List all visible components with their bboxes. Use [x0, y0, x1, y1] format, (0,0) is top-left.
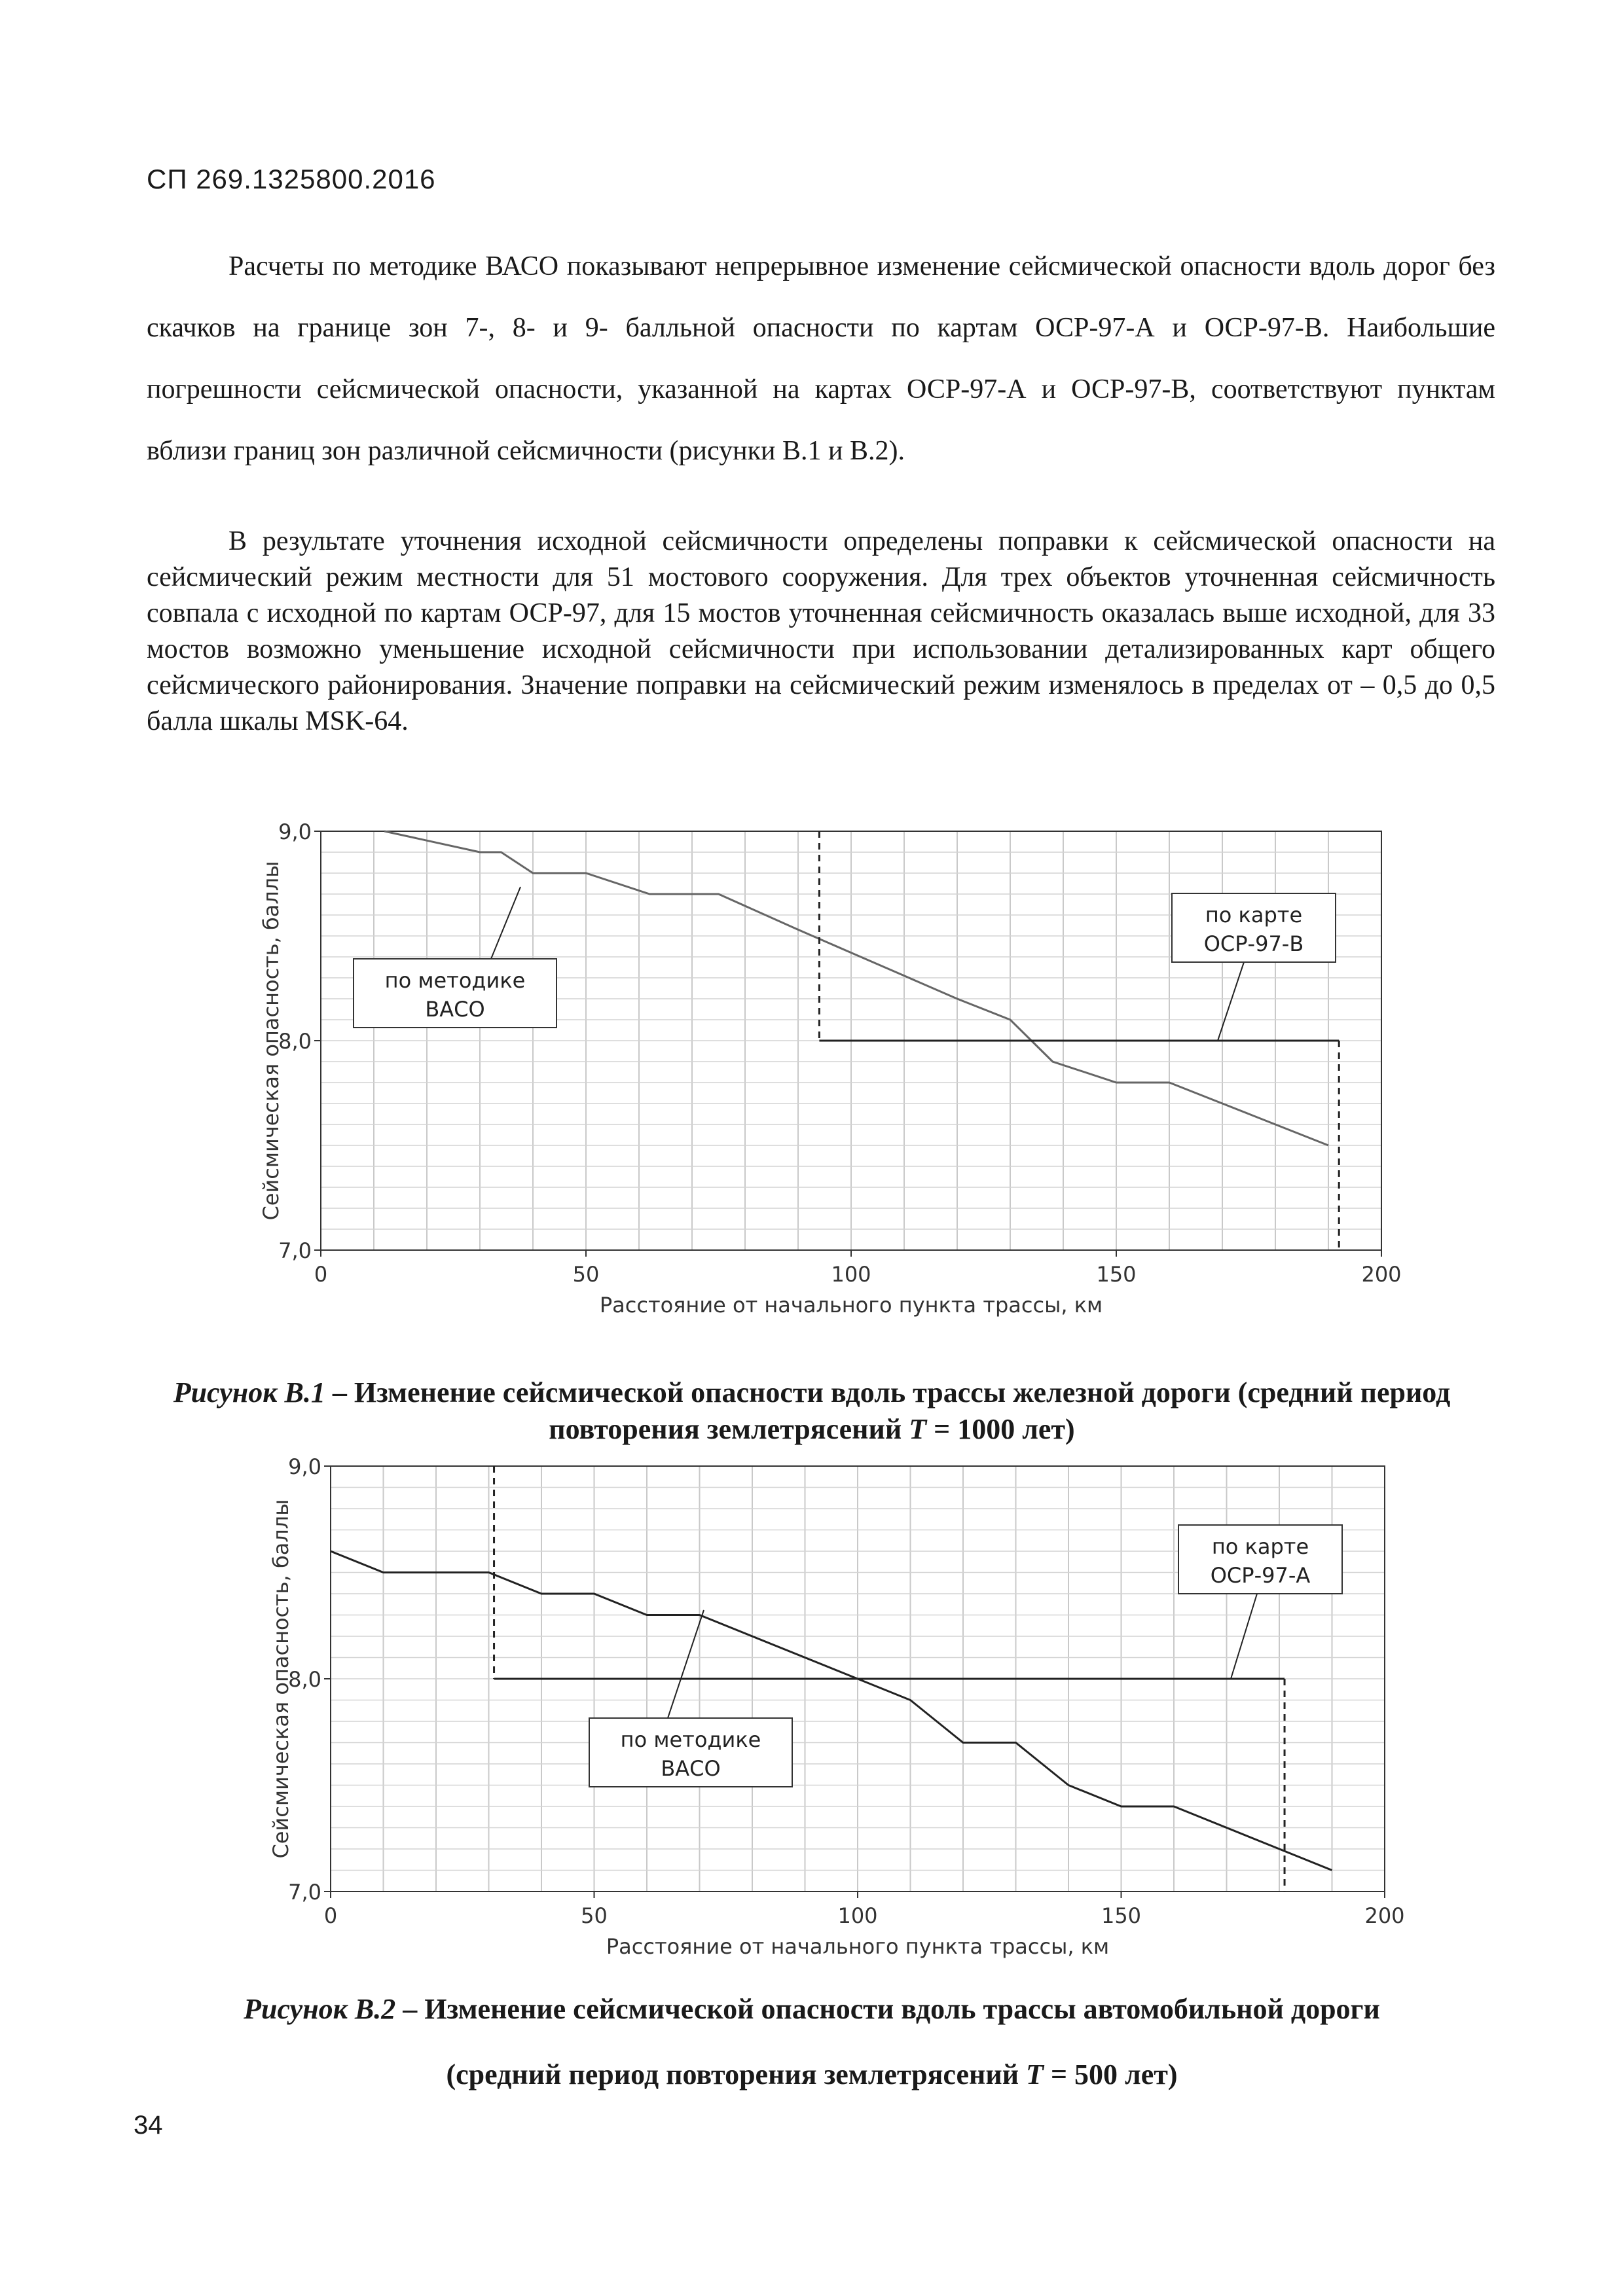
x-tick-label: 0 [323, 1903, 338, 1928]
page-number: 34 [134, 2111, 163, 2140]
paragraph-1: Расчеты по методике ВАСО показывают непрерывное изменение сейсмической опасности вдоль дорог без скачков на границе зон 7-, 8- и 9- балльной опасности по картам ОСР-97-А и ОСР-97-В. Наибольшие погрешности сейсмической опасности, указанной на картах ОСР-97-А и ОСР-97-В, соответствуют пунктам вблизи границ зон различной сейсмичности (рисунки В.1 и В.2). [147, 251, 1495, 466]
annotation-text: ОСР-97-В [1203, 931, 1304, 956]
y-tick-label: 9,0 [278, 819, 312, 844]
annotation-leader [491, 887, 520, 959]
x-tick-label: 100 [831, 1262, 871, 1287]
x-tick-label: 50 [581, 1903, 608, 1928]
figure-2-tail: = 500 лет) [1043, 2058, 1178, 2090]
y-tick-label: 7,0 [288, 1880, 321, 1905]
chart-figure-b1 [216, 812, 1421, 1335]
x-tick-label: 150 [1096, 1262, 1137, 1287]
figure-1-tail: = 1000 лет) [926, 1413, 1075, 1445]
annotation-text: по карте [1205, 903, 1303, 927]
y-tick-label: 8,0 [278, 1029, 312, 1054]
x-axis-label: Расстояние от начального пункта трассы, км [599, 1293, 1103, 1318]
figure-1-var: T [909, 1413, 927, 1445]
annotation-text: ВАСО [425, 997, 485, 1022]
figure-1-text: – Изменение сейсмической опасности вдоль трассы железной дороги (средний период повторения землетрясений [325, 1376, 1451, 1445]
y-axis-label: Сейсмическая опасность, баллы [268, 1499, 293, 1859]
figure-2-label: Рисунок В.2 [244, 1993, 396, 2025]
series-line-vaso [331, 1551, 1332, 1871]
annotation-text: по методике [384, 968, 526, 993]
annotation-text: ОСР-97-А [1210, 1563, 1311, 1588]
x-axis-label: Расстояние от начального пункта трассы, км [606, 1934, 1110, 1959]
y-tick-label: 9,0 [288, 1454, 321, 1479]
x-tick-label: 200 [1364, 1903, 1405, 1928]
annotation-text: по методике [620, 1727, 761, 1752]
x-tick-label: 200 [1361, 1262, 1402, 1287]
x-tick-label: 50 [572, 1262, 600, 1287]
y-axis-label: Сейсмическая опасность, баллы [259, 861, 283, 1221]
figure-2-text: – Изменение сейсмической опасности вдоль трассы автомобильной дороги [395, 1993, 1380, 2025]
annotation-text: по карте [1211, 1534, 1309, 1559]
chart-figure-b2 [216, 1446, 1421, 1964]
figure-2-var: T [1026, 2058, 1044, 2090]
x-tick-label: 100 [837, 1903, 878, 1928]
y-tick-label: 8,0 [288, 1667, 321, 1692]
figure-2-line2: (средний период повторения землетрясений [446, 2058, 1027, 2090]
y-tick-label: 7,0 [278, 1238, 312, 1263]
figure-1-label: Рисунок В.1 [173, 1376, 325, 1408]
document-header: СП 269.1325800.2016 [147, 164, 436, 194]
annotation-text: ВАСО [661, 1756, 721, 1781]
x-tick-label: 150 [1101, 1903, 1142, 1928]
paragraph-2: В результате уточнения исходной сейсмичности определены поправки к сейсмической опасности на сейсмический режим местности для 51 мостового сооружения. Для трех объектов уточненная сейсмичность совпала с исходной по картам ОСР-97, для 15 мостов уточненная сейсмичность оказалась выше исходной, для 33 мостов возможно уменьшение исходной сейсмичности при использовании детализированных карт общего сейсмического районирования. Значение поправки на сейсмический режим изменялось в пределах от – 0,5 до 0,5 балла шкалы MSK-64. [147, 526, 1495, 736]
x-tick-label: 0 [314, 1262, 328, 1287]
annotation-leader [668, 1610, 704, 1718]
figure-1-caption [131, 1374, 1493, 1448]
figure-2-caption [131, 1977, 1493, 2108]
